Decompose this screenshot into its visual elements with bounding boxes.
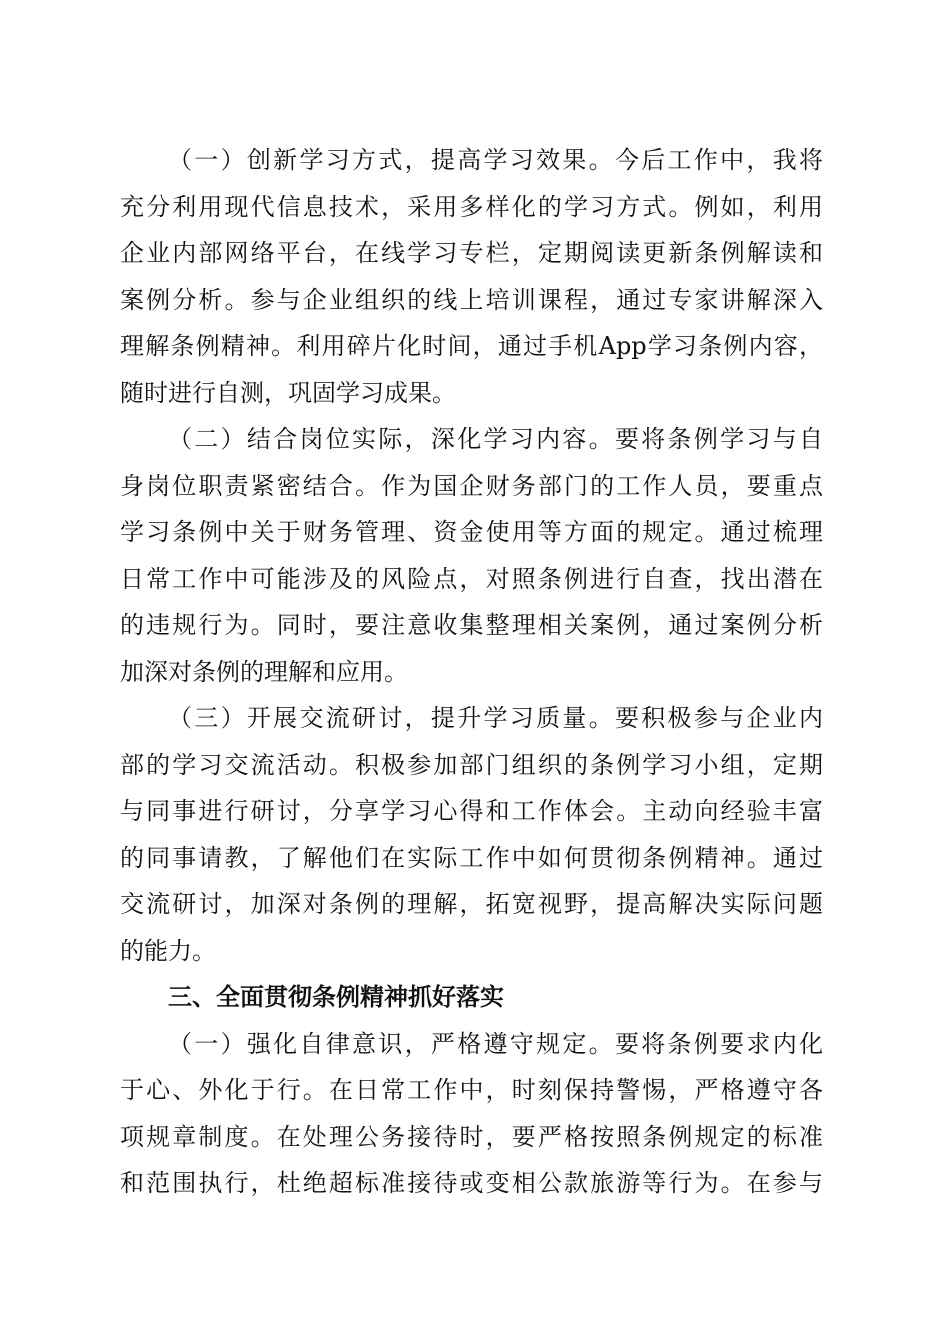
text-line: 与同事进行研讨，分享学习心得和工作体会。主动向经验丰富: [120, 797, 823, 825]
text-line: （三）开展交流研讨，提升学习质量。要积极参与企业内: [168, 704, 823, 732]
text-line: 的同事请教，了解他们在实际工作中如何贯彻条例精神。通过: [120, 843, 823, 872]
text-line: 的违规行为。同时，要注意收集整理相关案例，通过案例分析: [120, 611, 823, 639]
text-line: 日常工作中可能涉及的风险点，对照条例进行自查，找出潜在: [120, 564, 823, 593]
text-line: 三、全面贯彻条例精神抓好落实: [168, 983, 504, 1011]
text-line: 身岗位职责紧密结合。作为国企财务部门的工作人员，要重点: [120, 471, 823, 500]
text-line: 加深对条例的理解和应用。: [120, 657, 408, 686]
text-line: 和范围执行，杜绝超标准接待或变相公款旅游等行为。在参与: [120, 1169, 823, 1197]
document-page: [120, 137, 823, 1207]
paragraph: [120, 416, 823, 695]
paragraph: [120, 695, 823, 974]
text-line: 部的学习交流活动。积极参加部门组织的条例学习小组，定期: [120, 750, 823, 779]
text-line: 案例分析。参与企业组织的线上培训课程，通过专家讲解深入: [120, 285, 823, 314]
text-line: 理解条例精神。利用碎片化时间，通过手机App学习条例内容，: [120, 332, 823, 360]
section-heading: [120, 974, 823, 1021]
text-line: 随时进行自测，巩固学习成果。: [120, 378, 456, 407]
text-line: （一）创新学习方式，提高学习效果。今后工作中，我将: [168, 146, 823, 174]
text-line: 学习条例中关于财务管理、资金使用等方面的规定。通过梳理: [120, 518, 823, 546]
paragraph: [120, 137, 823, 416]
text-line: 企业内部网络平台，在线学习专栏，定期阅读更新条例解读和: [120, 239, 823, 267]
text-line: 项规章制度。在处理公务接待时，要严格按照条例规定的标准: [120, 1122, 823, 1151]
text-line: （一）强化自律意识，严格遵守规定。要将条例要求内化: [168, 1029, 823, 1058]
text-line: 于心、外化于行。在日常工作中，时刻保持警惕，严格遵守各: [120, 1076, 823, 1104]
text-line: 的能力。: [120, 936, 216, 965]
text-line: （二）结合岗位实际，深化学习内容。要将条例学习与自: [168, 425, 823, 453]
text-line: 充分利用现代信息技术，采用多样化的学习方式。例如，利用: [120, 192, 823, 221]
paragraph: [120, 1021, 823, 1207]
text-line: 交流研讨，加深对条例的理解，拓宽视野，提高解决实际问题: [120, 890, 823, 918]
